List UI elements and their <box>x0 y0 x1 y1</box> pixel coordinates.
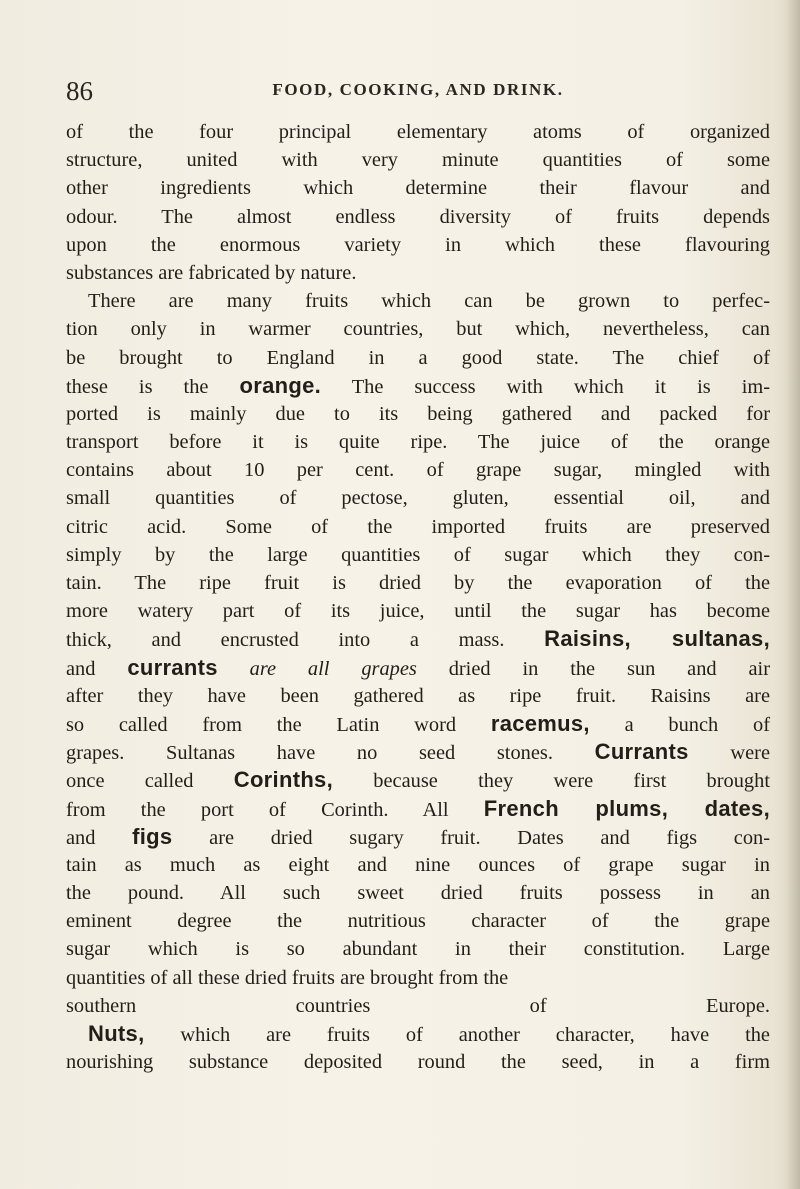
text-line <box>66 625 770 653</box>
text-run: The success with which it is im- <box>321 375 771 398</box>
text-run: tain. The ripe fruit is dried by the evaporation of the <box>66 572 770 594</box>
text-run: substances are fabricated by nature. <box>66 261 357 284</box>
italic-phrase: are all grapes <box>249 657 417 680</box>
text-line <box>66 1048 770 1076</box>
text-line <box>66 964 770 992</box>
text-line <box>66 597 770 625</box>
text-line <box>66 146 770 174</box>
text-run: of the four principal elementary atoms of organized <box>66 121 770 143</box>
text-run: these is the <box>66 375 240 398</box>
text-run: are dried sugary fruit. Dates and figs con- <box>172 826 770 849</box>
text-line <box>66 766 770 794</box>
text-run: contains about 10 per cent. of grape sugar, mingled with <box>66 459 770 482</box>
text-run: tion only in warmer countries, but which, nevertheless, can <box>66 318 770 341</box>
text-line <box>66 569 770 597</box>
text-run: eminent degree the nutritious character of the grape <box>66 910 770 933</box>
text-run: more watery part of its juice, until the sugar has become <box>66 600 770 623</box>
text-run: and <box>66 657 128 680</box>
text-line <box>66 738 770 766</box>
text-line <box>66 287 770 315</box>
text-line <box>66 513 770 541</box>
text-run: tain as much as eight and nine ounces of grape sugar in <box>66 853 770 876</box>
page-number: 86 <box>66 76 93 106</box>
text-line <box>66 484 770 512</box>
highlighted-term: racemus, <box>490 710 590 736</box>
text-run: nourishing substance deposited round the seed, in a firm <box>66 1051 770 1074</box>
text-run: once called <box>66 770 234 793</box>
text-line <box>66 231 770 259</box>
text-line <box>66 456 770 484</box>
text-line <box>66 400 770 428</box>
text-line <box>66 710 770 738</box>
text-line <box>66 344 770 372</box>
running-title: FOOD, COOKING, AND DRINK. <box>272 80 564 99</box>
highlighted-term: currants <box>127 654 218 680</box>
text-run: after they have been gathered as ripe fruit. Raisins are <box>66 684 770 707</box>
highlighted-term: Nuts, <box>88 1021 145 1046</box>
text-line <box>66 541 770 569</box>
text-line <box>66 174 770 202</box>
text-run: were <box>688 742 771 765</box>
text-line <box>66 851 770 879</box>
highlighted-term: orange. <box>239 372 322 398</box>
text-line <box>66 118 770 146</box>
highlighted-term: Raisins, sultanas, <box>544 626 770 652</box>
text-run: southern countries of Europe. <box>66 994 770 1017</box>
text-run: other ingredients which determine their flavour and <box>66 177 770 200</box>
text-run: small quantities of pectose, gluten, essential oil, and <box>66 487 770 510</box>
running-head <box>66 76 770 106</box>
text-run: from the port of Corinth. All <box>66 798 484 821</box>
text-run: sugar which is so abundant in their constitution. Large <box>66 938 770 961</box>
highlighted-term: Corinths, <box>233 767 334 793</box>
text-line <box>66 259 770 287</box>
highlighted-term: figs <box>132 823 173 849</box>
text-run: citric acid. Some of the imported fruits are preserved <box>66 515 770 538</box>
text-run: so called from the Latin word <box>66 713 491 736</box>
text-line <box>66 428 770 456</box>
text-run: quantities of all these dried fruits are brought from the <box>66 966 509 989</box>
text-line <box>66 907 770 935</box>
text-run: the pound. All such sweet dried fruits possess in an <box>66 882 770 905</box>
text-line <box>66 935 770 963</box>
page-edge-shadow <box>786 0 800 1189</box>
text-line <box>66 654 770 682</box>
text-run: thick, and encrusted into a mass. <box>66 629 545 652</box>
text-line <box>66 372 770 400</box>
text-run <box>218 658 250 680</box>
text-line <box>66 879 770 907</box>
text-run: which are fruits of another character, have the <box>144 1024 770 1046</box>
text-run: simply by the large quantities of sugar which they con- <box>66 543 770 566</box>
text-run: structure, united with very minute quantities of some <box>66 149 770 172</box>
highlighted-term: Currants <box>594 739 689 765</box>
text-line <box>66 203 770 231</box>
text-line <box>66 682 770 710</box>
text-run: a bunch of <box>589 713 770 736</box>
text-run: odour. The almost endless diversity of fruits depends <box>66 205 770 228</box>
text-run: grapes. Sultanas have no seed stones. <box>66 742 595 765</box>
text-run: and <box>66 826 133 849</box>
text-run: be brought to England in a good state. The chief of <box>66 346 770 369</box>
text-run: dried in the sun and air <box>416 657 770 680</box>
highlighted-term: French plums, dates, <box>483 795 770 821</box>
text-line <box>66 823 770 851</box>
text-run: because they were first brought <box>333 770 770 793</box>
text-run: transport before it is quite ripe. The juice of the orange <box>66 431 770 454</box>
text-run: There are many fruits which can be grown to perfec- <box>88 290 770 313</box>
text-line <box>66 992 770 1020</box>
text-line <box>66 1020 770 1048</box>
text-run: ported is mainly due to its being gathered and packed for <box>66 402 770 425</box>
text-line <box>66 315 770 343</box>
body-text <box>66 118 770 1076</box>
text-line <box>66 795 770 823</box>
text-run: upon the enormous variety in which these flavouring <box>66 233 770 256</box>
